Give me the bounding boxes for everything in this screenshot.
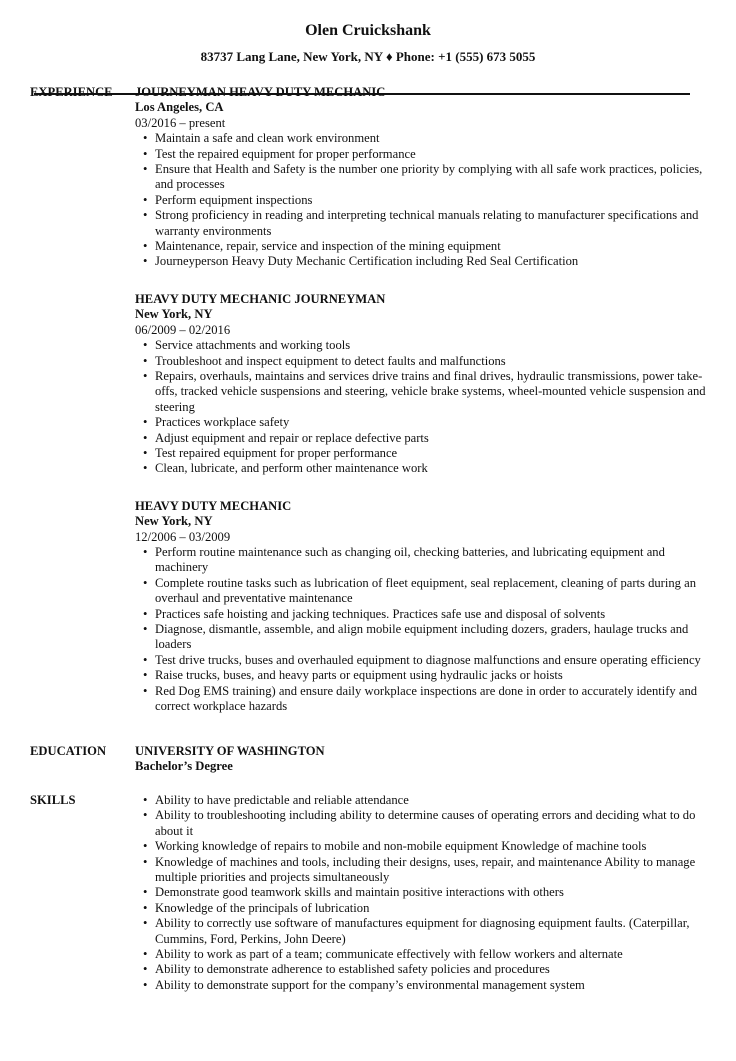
job-location: New York, NY <box>135 514 213 529</box>
skills-list <box>135 793 710 993</box>
list-item: • Service attachments and working tools <box>155 338 710 353</box>
job-dates: 03/2016 – present <box>135 115 226 130</box>
job-title: HEAVY DUTY MECHANIC JOURNEYMAN <box>135 291 386 306</box>
job-location: Los Angeles, CA <box>135 100 224 115</box>
list-item: • Test the repaired equipment for proper performance <box>155 147 710 162</box>
list-item: • Adjust equipment and repair or replace defective parts <box>155 431 710 446</box>
list-item: • Journeyperson Heavy Duty Mechanic Certification including Red Seal Certification <box>155 254 710 269</box>
experience-section <box>30 85 710 736</box>
list-item: • Demonstrate good teamwork skills and maintain positive interactions with others <box>155 885 710 900</box>
list-item: • Practices safe hoisting and jacking techniques. Practices safe use and disposal of solvents <box>155 607 710 622</box>
list-item: • Ability to demonstrate support for the company’s environmental management system <box>155 978 710 993</box>
list-item: • Knowledge of the principals of lubrication <box>155 901 710 916</box>
list-item: • Ability to demonstrate adherence to established safety policies and procedures <box>155 962 710 977</box>
list-item: • Knowledge of machines and tools, including their designs, uses, repair, and maintenance Ability to manage multiple priorities and projects simultaneously <box>155 855 710 886</box>
job-entry <box>135 499 710 715</box>
list-item: • Maintain a safe and clean work environment <box>155 131 710 146</box>
job-location: New York, NY <box>135 307 213 322</box>
section-label-skills: SKILLS <box>30 793 76 807</box>
list-item: • Test drive trucks, buses and overhauled equipment to diagnose malfunctions and ensure operating efficiency <box>155 653 710 668</box>
section-label-education: EDUCATION <box>30 744 107 758</box>
job-bullets <box>135 338 710 477</box>
job-entry <box>135 292 710 477</box>
job-bullets <box>135 545 710 714</box>
list-item: • Test repaired equipment for proper performance <box>155 446 710 461</box>
list-item: • Red Dog EMS training) and ensure daily workplace inspections are done in order to accurately identify and correct workplace hazards <box>155 684 710 715</box>
list-item: • Strong proficiency in reading and interpreting technical manuals relating to manufacturer specifications and warranty environments <box>155 208 710 239</box>
list-item: • Ability to correctly use software of manufactures equipment for diagnosing equipment faults. (Caterpillar, Cummins, Ford, Perkins, John Deere) <box>155 916 710 947</box>
job-title: JOURNEYMAN HEAVY DUTY MECHANIC <box>135 85 386 99</box>
job-dates: 12/2006 – 03/2009 <box>135 529 231 544</box>
candidate-name: Olen Cruickshank <box>305 22 431 39</box>
degree: Bachelor’s Degree <box>135 759 233 774</box>
list-item: • Ensure that Health and Safety is the number one priority by complying with all safe work practices, policies, and processes <box>155 162 710 193</box>
list-item: • Repairs, overhauls, maintains and services drive trains and final drives, hydraulic transmissions, power take-offs, tracked vehicle suspensions and steering, vehicle brake systems, wheel-mounted vehicle suspension and steering <box>155 369 710 415</box>
job-dates: 06/2009 – 02/2016 <box>135 322 231 337</box>
list-item: • Practices workplace safety <box>155 415 710 430</box>
list-item: • Perform equipment inspections <box>155 193 710 208</box>
contact-info: 83737 Lang Lane, New York, NY ♦ Phone: +1 (555) 673 5055 <box>200 49 536 64</box>
list-item: • Ability to troubleshooting including ability to determine causes of operating errors and deciding what to do about it <box>155 808 710 839</box>
education-section <box>30 744 710 775</box>
list-item: • Working knowledge of repairs to mobile and non-mobile equipment Knowledge of machine tools <box>155 839 710 854</box>
job-entry <box>135 85 710 270</box>
school-name: UNIVERSITY OF WASHINGTON <box>135 744 325 758</box>
job-title: HEAVY DUTY MECHANIC <box>135 498 292 513</box>
list-item: • Clean, lubricate, and perform other maintenance work <box>155 461 710 476</box>
section-label-experience: EXPERIENCE <box>30 85 113 99</box>
list-item: • Maintenance, repair, service and inspection of the mining equipment <box>155 239 710 254</box>
list-item: • Perform routine maintenance such as changing oil, checking batteries, and lubricating equipment and machinery <box>155 545 710 576</box>
list-item: • Ability to work as part of a team; communicate effectively with fellow workers and alternate <box>155 947 710 962</box>
list-item: • Troubleshoot and inspect equipment to detect faults and malfunctions <box>155 354 710 369</box>
skills-section <box>30 793 710 993</box>
list-item: • Raise trucks, buses, and heavy parts or equipment using hydraulic jacks or hoists <box>155 668 710 683</box>
list-item: • Ability to have predictable and reliable attendance <box>155 793 710 808</box>
list-item: • Diagnose, dismantle, assemble, and align mobile equipment including dozers, graders, haulage trucks and loaders <box>155 622 710 653</box>
job-bullets <box>135 131 710 270</box>
list-item: • Complete routine tasks such as lubrication of fleet equipment, seal replacement, cleaning of parts during an overhaul and preventative maintenance <box>155 576 710 607</box>
